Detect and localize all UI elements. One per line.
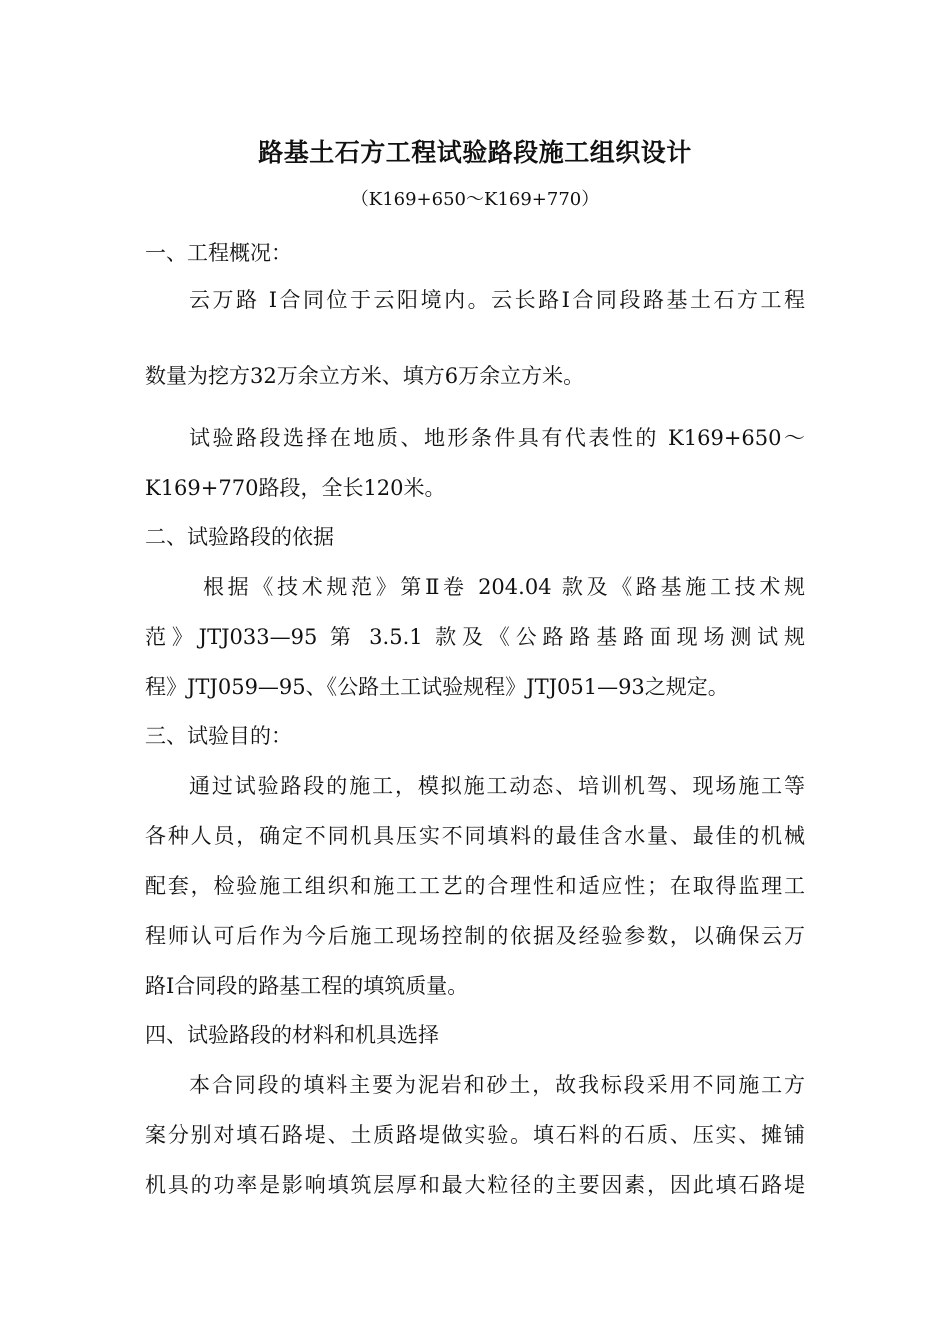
paragraph-line: 程》JTJ059—95、《公路土工试验规程》JTJ051—93之规定。: [145, 675, 729, 699]
section-heading-overview: 一、工程概况：: [145, 241, 292, 265]
paragraph-line: 本合同段的填料主要为泥岩和砂土，故我标段采用不同施工方: [189, 1073, 805, 1097]
paragraph-line: 程师认可后作为今后施工现场控制的依据及经验参数，以确保云万: [145, 924, 805, 948]
paragraph-line: 试验路段选择在地质、地形条件具有代表性的 K169+650～: [189, 426, 805, 450]
document-subtitle: （K169+650～K169+770）: [350, 189, 600, 210]
paragraph-line: 配套，检验施工组织和施工工艺的合理性和适应性；在取得监理工: [145, 874, 805, 898]
paragraph-line: 案分别对填石路堤、土质路堤做实验。填石料的石质、压实、摊铺: [145, 1123, 805, 1147]
section-heading-materials: 四、试验路段的材料和机具选择: [145, 1023, 439, 1047]
paragraph-line: 云万路 Ⅰ合同位于云阳境内。云长路Ⅰ合同段路基土石方工程: [189, 288, 805, 312]
section-heading-basis: 二、试验路段的依据: [145, 525, 334, 549]
paragraph-line: 根据《技术规范》第Ⅱ卷 204.04 款及《路基施工技术规: [203, 575, 805, 599]
document-title: 路基土石方工程试验路段施工组织设计: [258, 138, 692, 167]
paragraph-line: 范》JTJ033—95 第 3.5.1 款及《公路路基路面现场测试规: [145, 625, 805, 649]
paragraph-line: 路Ⅰ合同段的路基工程的填筑质量。: [145, 974, 469, 998]
paragraph-line: 各种人员，确定不同机具压实不同填料的最佳含水量、最佳的机械: [145, 824, 805, 848]
section-heading-purpose: 三、试验目的：: [145, 724, 292, 748]
paragraph-line: 机具的功率是影响填筑层厚和最大粒径的主要因素，因此填石路堤: [145, 1173, 805, 1197]
paragraph-line: 数量为挖方32万余立方米、填方6万余立方米。: [145, 364, 585, 388]
paragraph-line: K169+770路段，全长120米。: [145, 476, 446, 500]
paragraph-line: 通过试验路段的施工，模拟施工动态、培训机驾、现场施工等: [189, 774, 805, 798]
